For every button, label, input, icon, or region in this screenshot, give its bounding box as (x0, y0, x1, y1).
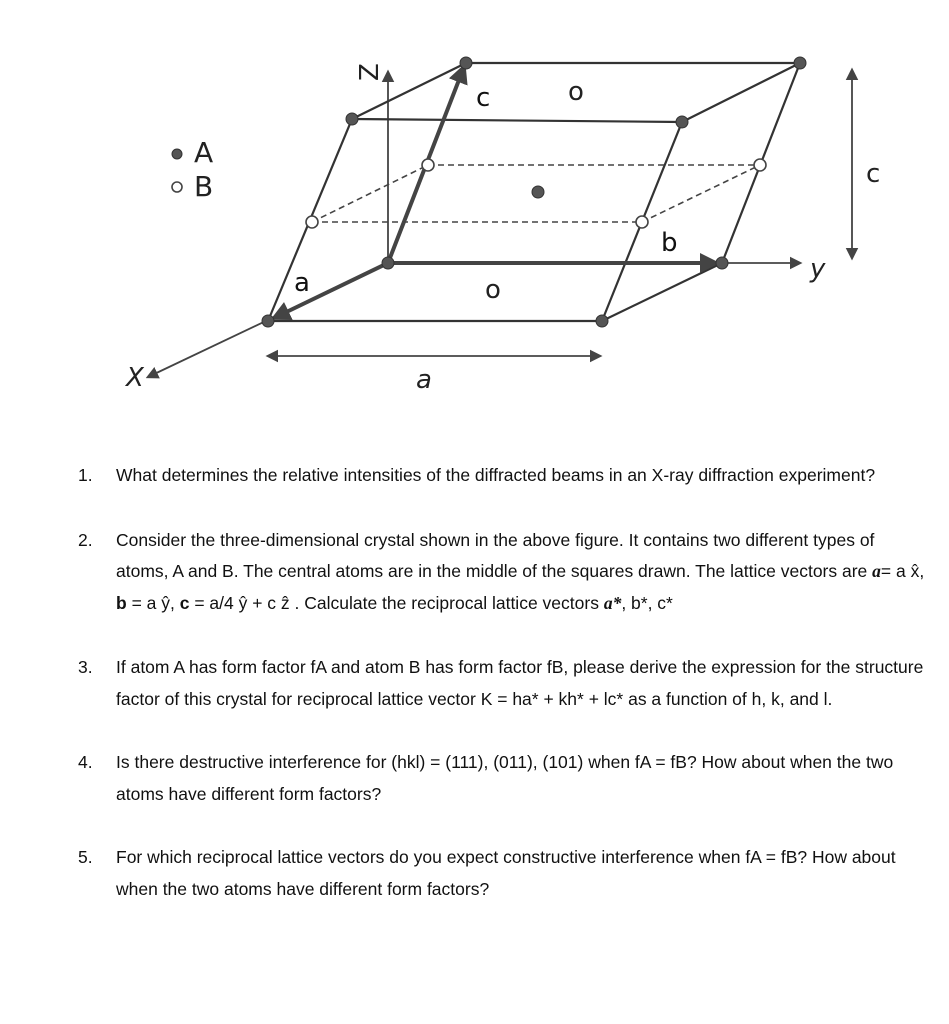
question-number: 3. (78, 657, 93, 677)
center-atom-a (532, 186, 544, 198)
legend-atom-a-label: A (194, 136, 214, 169)
legend (172, 136, 213, 203)
face-atom-top: o (568, 77, 584, 107)
vector-b-definition: = a ŷ, (126, 592, 180, 613)
x-axis-label: X (126, 363, 144, 393)
face-atom-bottom: o (485, 275, 501, 305)
question-number: 1. (78, 465, 93, 485)
question-text: Is there destructive interference for (hkl) = (111), (011), (101) when fA = fB? How about when the two atoms have different form factors? (116, 752, 894, 804)
question-1 (78, 460, 928, 492)
vector-b-symbol: b (116, 592, 127, 613)
vector-c-symbol: c (179, 592, 190, 613)
vector-a-arrow (274, 263, 388, 318)
vector-c-label: c (476, 83, 491, 113)
question-number: 5. (78, 847, 93, 867)
dimension-c-label: c (866, 159, 881, 189)
reciprocal-a-symbol: a* (603, 592, 622, 613)
question-number: 2. (78, 529, 93, 550)
y-axis-label: y (810, 254, 826, 284)
vector-a-label: a (294, 268, 310, 298)
z-axis-label: Z (355, 63, 385, 81)
vector-a-definition: = a x̂, (880, 561, 925, 581)
question-text: Consider the three-dimensional crystal shown in the above figure. It contains two different types of atoms, A and B. The central atoms are in the middle of the squares drawn. The lattice vectors are (116, 529, 875, 581)
vector-c-definition: = a/4 ŷ + c ẑ . Calculate the reciprocal lattice vectors (189, 592, 604, 613)
question-2 (78, 525, 928, 620)
vector-b-label: b (661, 228, 678, 258)
vector-a-symbol: a (872, 561, 881, 581)
reciprocal-rest: , b*, c* (621, 592, 673, 613)
question-text: If atom A has form factor fA and atom B has form factor fB, please derive the expression for the structure factor of this crystal for reciprocal lattice vector K = ha* + kh* + lc* as a function of h, k, and l. (116, 657, 924, 709)
question-4 (78, 747, 928, 810)
legend-atom-b-label: B (194, 170, 214, 203)
question-list (78, 460, 928, 905)
question-5 (78, 842, 928, 905)
question-number: 4. (78, 752, 93, 772)
dimension-a-label: a (416, 365, 432, 395)
legend-atom-a-dot (172, 149, 182, 159)
crystal-figure (0, 0, 949, 420)
question-3 (78, 652, 928, 715)
legend-atom-b-dot (172, 182, 182, 192)
question-text: What determines the relative intensities of the diffracted beams in an X-ray diffraction experiment? (116, 465, 876, 485)
axes (124, 63, 826, 393)
question-text: For which reciprocal lattice vectors do you expect constructive interference when fA = fB? How about when the two atoms have different form factors? (116, 847, 896, 899)
